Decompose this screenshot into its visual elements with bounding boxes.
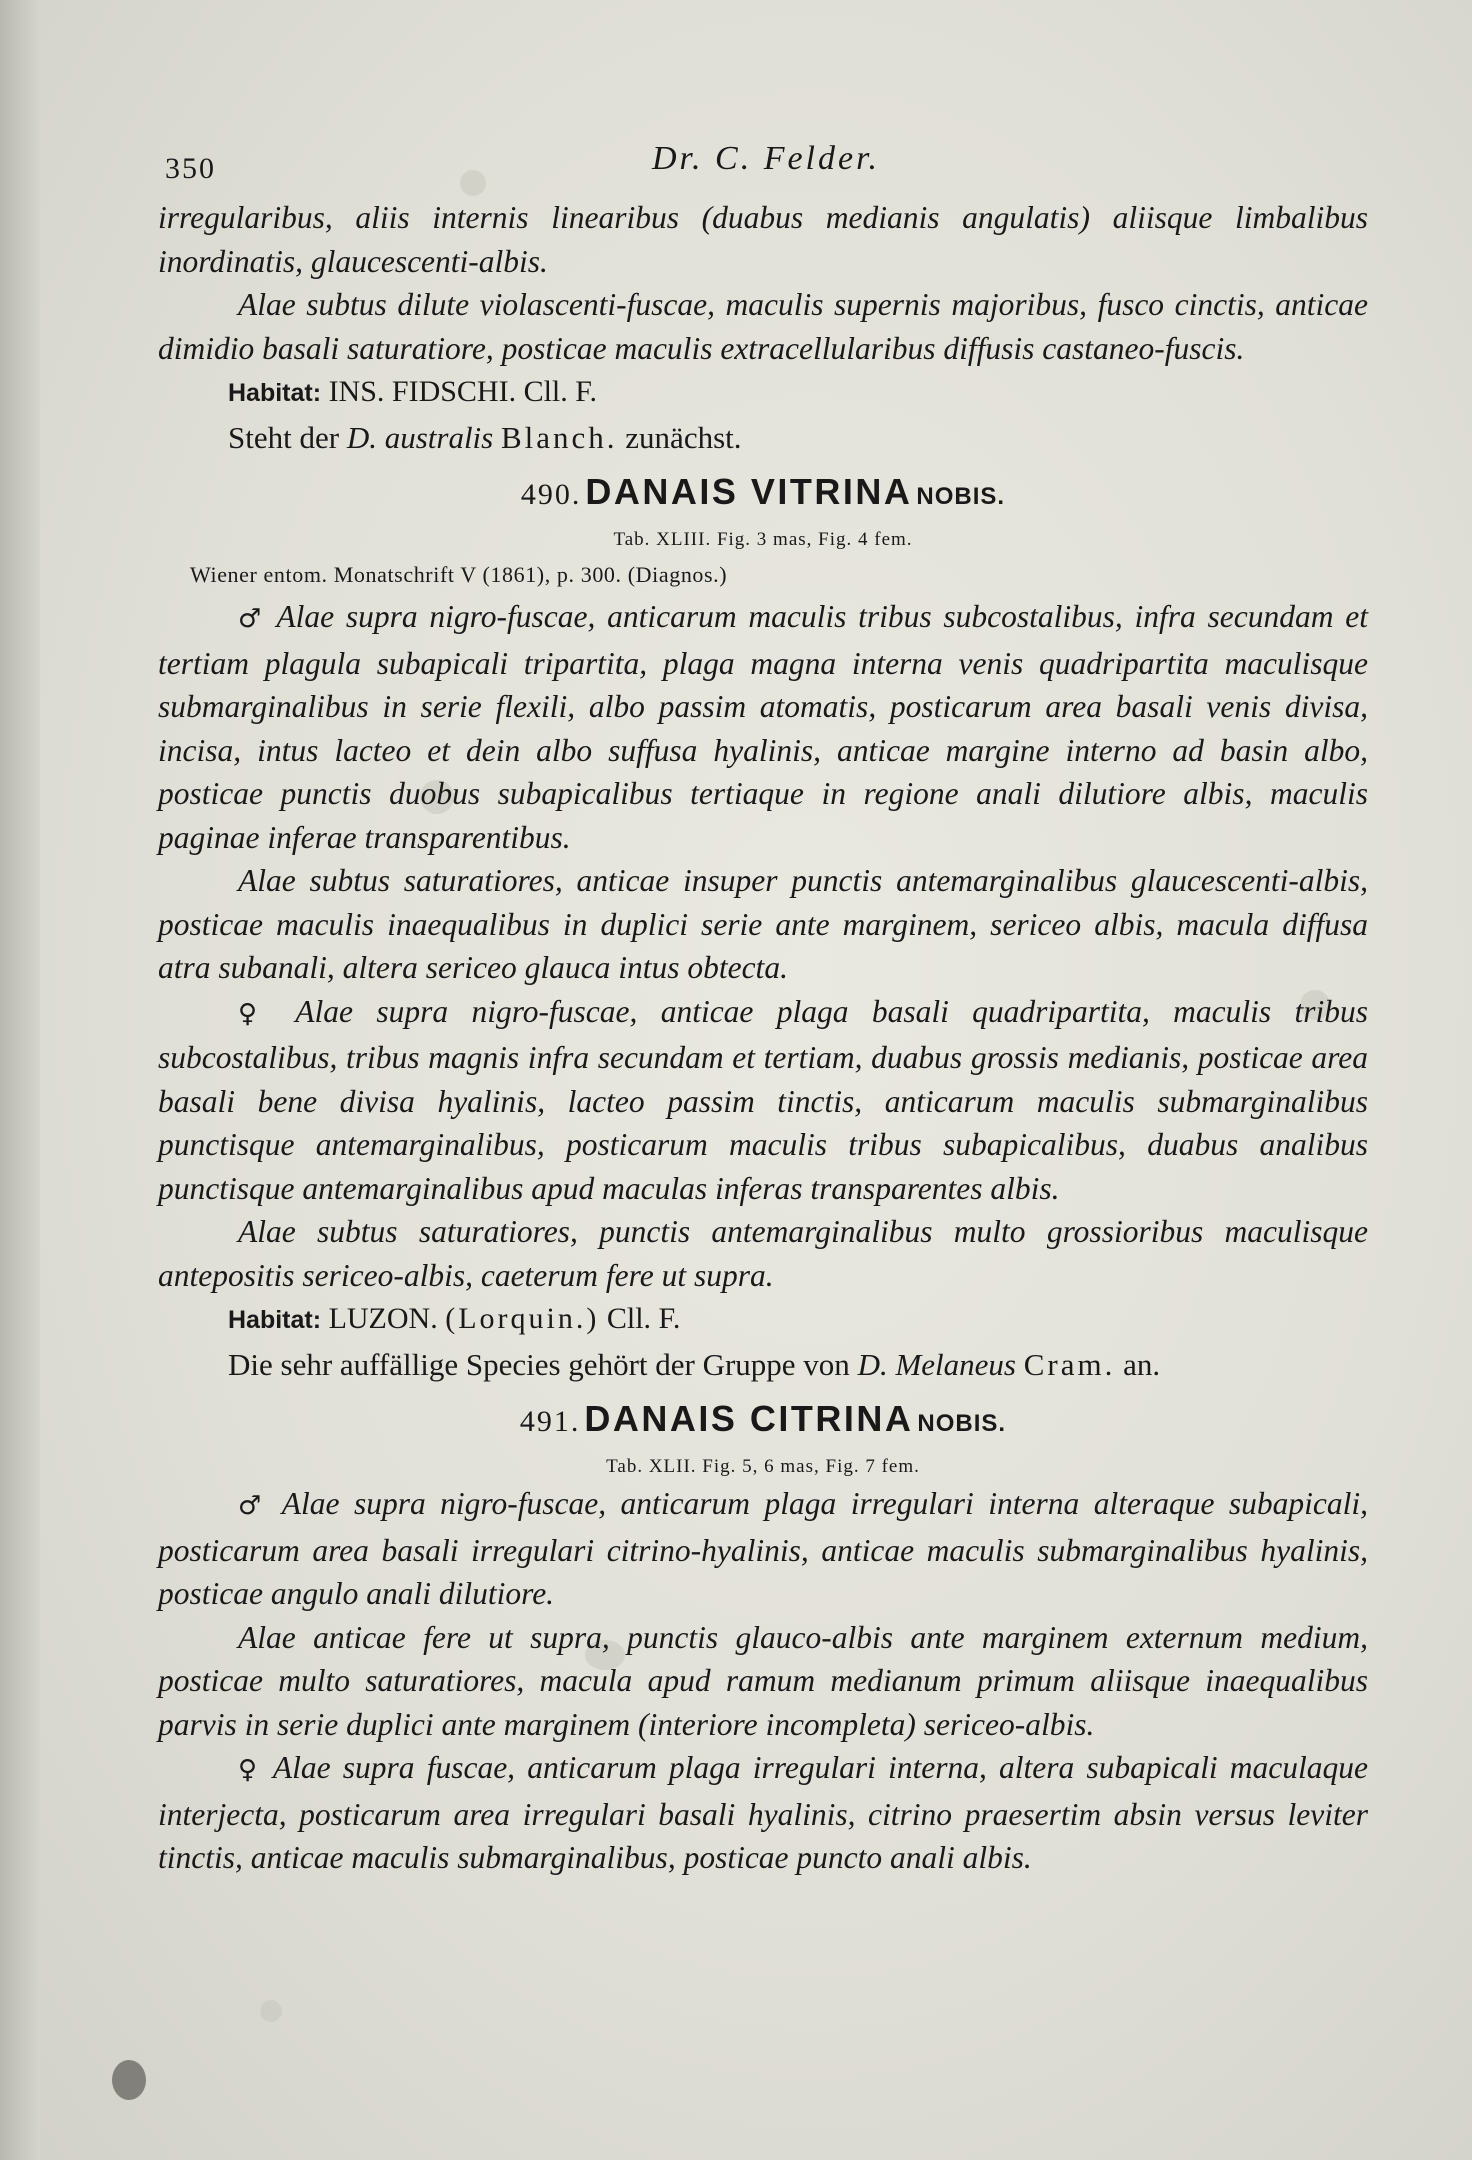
male-symbol-icon: ♂	[238, 604, 266, 634]
female-upperside-text: Alae supra fuscae, anticarum plaga irregulari interna, altera subapicali maculaque interjecta, posticarum area irregulari basali hyalinis, citrino praesertim absin versus leviter tinctis, anticae maculis submarginalibus, posticae puncto anali albis.	[158, 1750, 1369, 1875]
remark-post: zunächst.	[625, 420, 742, 455]
male-underside-paragraph: Alae subtus saturatiores, anticae insuper punctis antemarginalibus glaucescenti-albis, posticae maculis inaequalibus in duplici serie ante marginem, sericeo albis, macula diffusa atra subanali, altera sericeo glauca intus obtecta.	[158, 863, 1368, 985]
remark-species: D. australis	[346, 420, 494, 455]
remark-author: Blanch.	[500, 420, 618, 455]
species-author: NOBIS.	[917, 1410, 1007, 1437]
male-upperside-paragraph	[158, 1482, 1368, 1616]
species-number: 490.	[520, 478, 582, 511]
species-name: DANAIS CITRINA	[584, 1398, 914, 1439]
ink-blot	[112, 2060, 146, 2100]
species-author: NOBIS.	[916, 483, 1006, 510]
female-upperside-paragraph	[158, 990, 1368, 1211]
species-490-title	[158, 467, 1368, 525]
paper-spot	[460, 170, 486, 196]
species-number: 491.	[519, 1405, 581, 1438]
habitat-label: Habitat:	[228, 1306, 322, 1334]
female-upperside-text: Alae supra nigro-fuscae, anticae plaga basali quadripartita, maculis tribus subcostalibus, tribus magnis infra secundam et tertiam, duabus grossis medianis, posticae area basali bene divisa hyalinis, lacteo passim tinctis, anticarum maculis submarginalibus punctisque antemarginalibus, posticarum maculis tribus subapicalibus, duabus analibus punctisque antemarginalibus apud maculas inferas transparentes albis.	[158, 993, 1369, 1206]
habitat-line	[158, 1297, 1368, 1342]
plate-reference: Tab. XLII. Fig. 5, 6 mas, Fig. 7 fem.	[606, 1456, 920, 1477]
text-block	[158, 196, 1368, 1880]
female-symbol-icon: ♀	[238, 1755, 262, 1785]
female-symbol-icon: ♀	[238, 998, 273, 1029]
female-underside-paragraph: Alae subtus saturatiores, punctis antemarginalibus multo grossioribus maculisque antepositis sericeo-albis, caeterum fere ut supra.	[158, 1214, 1368, 1293]
remark-species: D. Melaneus	[857, 1347, 1016, 1382]
male-upperside-text: Alae supra nigro-fuscae, anticarum plaga irregulari interna alteraque subapicali, posticarum area basali irregulari citrino-hyalinis, anticae maculis submarginalibus hyalinis, posticae angulo anali dilutiore.	[158, 1486, 1368, 1611]
remark-pre: Die sehr auffällige Species gehört der Gruppe von	[228, 1347, 850, 1382]
male-upperside-paragraph	[158, 595, 1368, 859]
paper-spot	[260, 2000, 282, 2022]
page-number: 350	[165, 152, 216, 185]
habitat-collection: Cll. F.	[606, 1302, 681, 1335]
remark-line	[158, 1342, 1368, 1388]
remark-author: Cram.	[1023, 1347, 1116, 1382]
habitat-collector: (Lorquin.)	[445, 1302, 600, 1335]
habitat-line	[158, 370, 1368, 415]
male-underside-paragraph: Alae anticae fere ut supra, punctis glauco-albis ante marginem externum medium, posticae multo saturatiores, macula apud ramum medianum primum aliisque inaequalibus parvis in serie duplici ante marginem (interiore incompleta) sericeo-albis.	[158, 1619, 1368, 1742]
male-upperside-text: Alae supra nigro-fuscae, anticarum maculis tribus subcostalibus, infra secundam et tertiam plagula subapicali tripartita, plaga magna interna venis quadripartita maculisque submarginalibus in serie flexili, albo passim atomatis, posticarum area basali venis divisa, incisa, intus lacteo et dein albo suffusa hyalinis, anticae margine interno ad basin albo, posticae punctis duobus subapicalibus tertiaque in regione anali dilutiore albis, maculis paginae inferae transparentibus.	[158, 599, 1369, 855]
running-head: Dr. C. Felder.	[652, 140, 881, 177]
literature-reference: Wiener entom. Monatschrift V (1861), p. 300. (Diagnos.)	[190, 562, 728, 587]
habitat-value: LUZON.	[328, 1302, 438, 1335]
habitat-value: INS. FIDSCHI. Cll. F.	[328, 375, 598, 408]
plate-reference: Tab. XLIII. Fig. 3 mas, Fig. 4 fem.	[613, 529, 913, 550]
male-symbol-icon: ♂	[238, 1491, 268, 1521]
female-upperside-paragraph	[158, 1746, 1368, 1880]
species-491-title	[158, 1394, 1368, 1452]
remark-pre: Steht der	[228, 420, 340, 455]
intro-paragraph: irregularibus, aliis internis linearibus (duabus medianis angulatis) aliisque limbalibus inordinatis, glaucescenti-albis.	[158, 200, 1368, 279]
species-name: DANAIS VITRINA	[585, 471, 913, 512]
habitat-label: Habitat:	[228, 379, 322, 407]
remark-line	[158, 415, 1368, 461]
remark-post: an.	[1123, 1347, 1161, 1382]
page-spine-shadow	[0, 0, 40, 2160]
intro-underside-paragraph: Alae subtus dilute violascenti-fuscae, maculis supernis majoribus, fusco cinctis, anticae dimidio basali saturatiore, posticae maculis extracellularibus diffusis castaneo-fuscis.	[158, 287, 1368, 366]
